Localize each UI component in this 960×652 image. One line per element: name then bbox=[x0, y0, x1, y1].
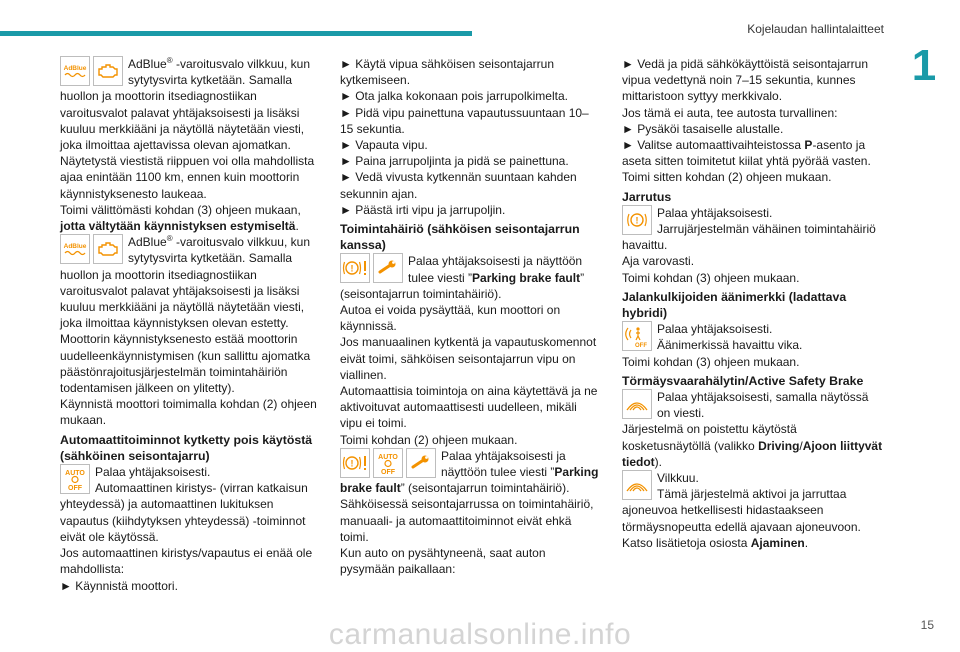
text-block: Toimi kohdan (3) ohjeen mukaan. bbox=[622, 270, 800, 285]
step-item: ► Ota jalka kokonaan pois jarrupolkimelta. bbox=[340, 89, 568, 104]
text-block: Vilkkuu. bbox=[657, 471, 699, 486]
brake-icon-mark: ! bbox=[635, 215, 639, 226]
text: . bbox=[295, 219, 299, 234]
text-block: Toimi kohdan (3) ohjeen mukaan. bbox=[622, 354, 800, 369]
text: ” (seisontajarrun toimintahäiriö). bbox=[400, 481, 570, 496]
icon-group bbox=[340, 253, 403, 283]
icon-group bbox=[622, 205, 652, 235]
text-block: Kun auto on pysähtyneenä, saat auton pysymään paikallaan: bbox=[340, 546, 546, 577]
text: Palaa yhtäjaksoisesti ja näyttöön tulee viesti ” bbox=[408, 254, 583, 285]
registered-mark: ® bbox=[166, 234, 173, 244]
auto-off-icon bbox=[60, 464, 90, 494]
adblue-icon-label: AdBlue bbox=[63, 243, 87, 251]
text-block: Moottorin käynnistyksenesto estää moottorin uudelleenkäynnistymisen (kun sallittu ajomatka päästönrajoitusjärjestelmän toimintahäiriön todentamisen jälkeen on ylitetty). bbox=[60, 332, 311, 396]
text-block: Sähköisessä seisontajarrussa on toimintahäiriö, manuaali- ja automaattitoiminnot eivät ehkä toimi. bbox=[340, 497, 594, 544]
text-bold: P bbox=[804, 138, 813, 153]
text: -asento ja aseta sitten toimitetut kiilat yhtä pyörää vasten. bbox=[622, 138, 871, 169]
icon-group bbox=[622, 321, 652, 351]
step-item: ► Vedä ja pidä sähkökäyttöistä seisontajarrun vipua vedettynä noin 7–15 sekuntia, kunnes mittaristoon syttyy merkkivalo. bbox=[622, 57, 869, 104]
icon-group bbox=[60, 56, 123, 86]
text: / bbox=[799, 438, 803, 453]
registered-mark: ® bbox=[166, 56, 173, 65]
text-block: Automaattisia toimintoja on aina käytettävä ja ne aktivoituvat automaattisesti uudelleen, mikäli vipu ei toimi. bbox=[340, 384, 598, 431]
text: ► Valitse automaattivaihteistossa bbox=[622, 138, 805, 153]
step-item bbox=[622, 137, 884, 169]
text-block: Palaa yhtäjaksoisesti. bbox=[95, 465, 211, 480]
step-item: ► Pidä vipu painettuna vapautussuuntaan 10–15 sekuntia. bbox=[340, 105, 589, 136]
parking-brake-fault-icon bbox=[340, 448, 370, 478]
text-bold: Ajoon liittyvät tiedot bbox=[622, 438, 883, 469]
step-item: Jos tämä ei auta, tee autosta turvallinen: bbox=[622, 105, 838, 120]
header-accent-bar bbox=[0, 31, 472, 36]
section-heading: Jalankulkijoiden äänimerkki (ladattava hybridi) bbox=[622, 289, 847, 321]
step-item: ► Päästä irti vipu ja jarrupoljin. bbox=[340, 202, 506, 217]
off-icon-label: OFF bbox=[381, 468, 395, 476]
text-block: Tämä järjestelmä aktivoi ja jarruttaa ajoneuvoa hetkellisesti hidastaakseen törmäysnopeutta edellä ajavaan ajoneuvoon. bbox=[622, 487, 861, 534]
text: AdBlue bbox=[128, 57, 167, 71]
auto-icon-label: AUTO bbox=[65, 470, 85, 478]
page-header-title: Kojelaudan hallintalaitteet bbox=[747, 22, 884, 36]
icon-group bbox=[622, 470, 652, 500]
text-block: Jos automaattinen kiristys/vapautus ei enää ole mahdollista: bbox=[60, 546, 313, 577]
text: Toimi välittömästi kohdan (3) ohjeen mukaan, bbox=[60, 202, 301, 217]
text: Katso lisätietoja osiosta bbox=[622, 535, 751, 550]
wrench-icon bbox=[373, 253, 403, 283]
text-block: ► Käynnistä moottori. bbox=[60, 578, 178, 593]
adblue-icon-label: AdBlue bbox=[63, 65, 87, 72]
wrench-icon bbox=[406, 448, 436, 478]
icon-group bbox=[622, 389, 652, 419]
step-item: Toimi sitten kohdan (2) ohjeen mukaan. bbox=[622, 170, 832, 185]
text-block: Automaattinen kiristys- (virran katkaisun yhteydessä) ja automaattinen lukituksen vapautus (kiihdytyksen yhteydessä) -toiminnot eivät ole käytössä. bbox=[60, 481, 308, 544]
auto-icon-label: AUTO bbox=[378, 453, 398, 461]
text: Palaa yhtäjaksoisesti ja näyttöön tulee viesti ” bbox=[441, 448, 566, 480]
parking-brake-fault-icon bbox=[340, 253, 370, 283]
engine-icon bbox=[93, 56, 123, 86]
pedestrian-sound-icon bbox=[622, 321, 652, 351]
text-block: Jos manuaalinen kytkentä ja vapautuskomennot eivät toimi, sähköisen seisontajarrun vipu on viallinen. bbox=[340, 335, 597, 382]
collision-warning-icon bbox=[622, 389, 652, 419]
text: -varoitusvalo vilkkuu, kun sytytysvirta kytketään. Samalla huollon ja moottorin itsediagnostiikan varoitusvalot palavat yhtäjaksoisesti ja lisäksi kuuluu merkkiääni ja näytöllä näytetään viesti, joka ilmoittaa ajettavissa olevan ajomatkan. bbox=[60, 57, 310, 153]
engine-icon bbox=[93, 234, 123, 264]
watermark: carmanualsonline.info bbox=[328, 618, 632, 651]
text: -varoitusvalo vilkkuu, kun sytytysvirta kytketään. Samalla huollon ja moottorin itsediagnostiikan varoitusvalot palavat yhtäjaksoisesti ja lisäksi kuuluu merkkiääni ja näytöllä näytetään viesti, joka ilmoittaa käynnistyksen olevan estetty. bbox=[60, 235, 310, 331]
brake-icon-mark: ! bbox=[350, 263, 354, 274]
text-block bbox=[622, 421, 884, 470]
chapter-number: 1 bbox=[911, 41, 937, 90]
auto-off-icon bbox=[373, 448, 403, 478]
step-item: ► Vapauta vipu. bbox=[340, 138, 428, 153]
step-item: ► Käytä vipua sähköisen seisontajarrun kytkemiseen. bbox=[340, 57, 554, 88]
step-item: ► Vedä vivusta kytkennän suuntaan kahden sekunnin ajan. bbox=[340, 170, 577, 201]
adblue-icon bbox=[60, 234, 90, 264]
text-block: Äänimerkissä havaittu vika. bbox=[657, 338, 803, 353]
text-block: Palaa yhtäjaksoisesti. bbox=[657, 205, 773, 220]
text-block: Jarrujärjestelmän vähäinen toimintahäiriö havaittu. bbox=[622, 222, 876, 253]
collision-warning-icon bbox=[622, 470, 652, 500]
icon-group bbox=[60, 464, 90, 494]
icon-group bbox=[60, 234, 123, 264]
text-block: Toimi kohdan (2) ohjeen mukaan. bbox=[340, 432, 518, 447]
column-2 bbox=[340, 56, 602, 578]
step-item: ► Paina jarrupoljinta ja pidä se painettuna. bbox=[340, 154, 569, 169]
text: ). bbox=[654, 454, 663, 469]
text-block: Palaa yhtäjaksoisesti. bbox=[657, 322, 773, 337]
text: ” (seisontajarrun toimintahäiriö). bbox=[340, 270, 585, 301]
step-item: ► Pysäköi tasaiselle alustalle. bbox=[622, 121, 784, 136]
text-bold: Parking brake fault bbox=[472, 270, 581, 285]
column-3 bbox=[622, 56, 884, 551]
text: Järjestelmä on poistettu käytöstä kosketusnäytöllä (valikko bbox=[622, 422, 797, 453]
text-block: Aja varovasti. bbox=[622, 254, 695, 269]
brake-warning-icon bbox=[622, 205, 652, 235]
text: AdBlue bbox=[128, 235, 167, 250]
section-heading: Automaattitoiminnot kytketty pois käytöstä (sähköinen seisontajarru) bbox=[60, 432, 313, 463]
text-bold: Parking brake fault bbox=[340, 465, 599, 496]
text-block: Käynnistä moottori toimimalla kohdan (2) ohjeen mukaan. bbox=[60, 397, 317, 428]
text-block: Näytetystä viestistä riippuen voi olla mahdollista ajaa enintään 1100 km, ennen kuin moottorin käynnistyksenesto laukeaa. bbox=[60, 154, 315, 201]
section-heading: Toimintahäiriö (sähköisen seisontajarrun kanssa) bbox=[340, 222, 580, 253]
off-icon-label: OFF bbox=[635, 343, 647, 349]
off-icon-label: OFF bbox=[68, 485, 82, 493]
column-1 bbox=[60, 56, 320, 594]
text-block: Palaa yhtäjaksoisesti, samalla näytössä on viesti. bbox=[657, 390, 869, 421]
section-heading: Törmäysvaarahälytin/Active Safety Brake bbox=[622, 373, 864, 388]
text: . bbox=[804, 535, 809, 550]
adblue-icon bbox=[60, 56, 90, 86]
text-block: Autoa ei voida pysäyttää, kun moottori on käynnissä. bbox=[340, 303, 561, 334]
text-block bbox=[622, 535, 884, 551]
text-bold: jotta vältytään käynnistyksen estymiseltä bbox=[60, 219, 296, 234]
icon-group bbox=[340, 448, 436, 478]
brake-icon-mark: ! bbox=[350, 458, 354, 469]
page-number: 15 bbox=[920, 618, 934, 632]
text-bold: Ajaminen bbox=[750, 535, 805, 550]
text-block bbox=[60, 202, 320, 234]
text-bold: Driving bbox=[758, 438, 800, 453]
section-heading: Jarrutus bbox=[622, 189, 672, 204]
